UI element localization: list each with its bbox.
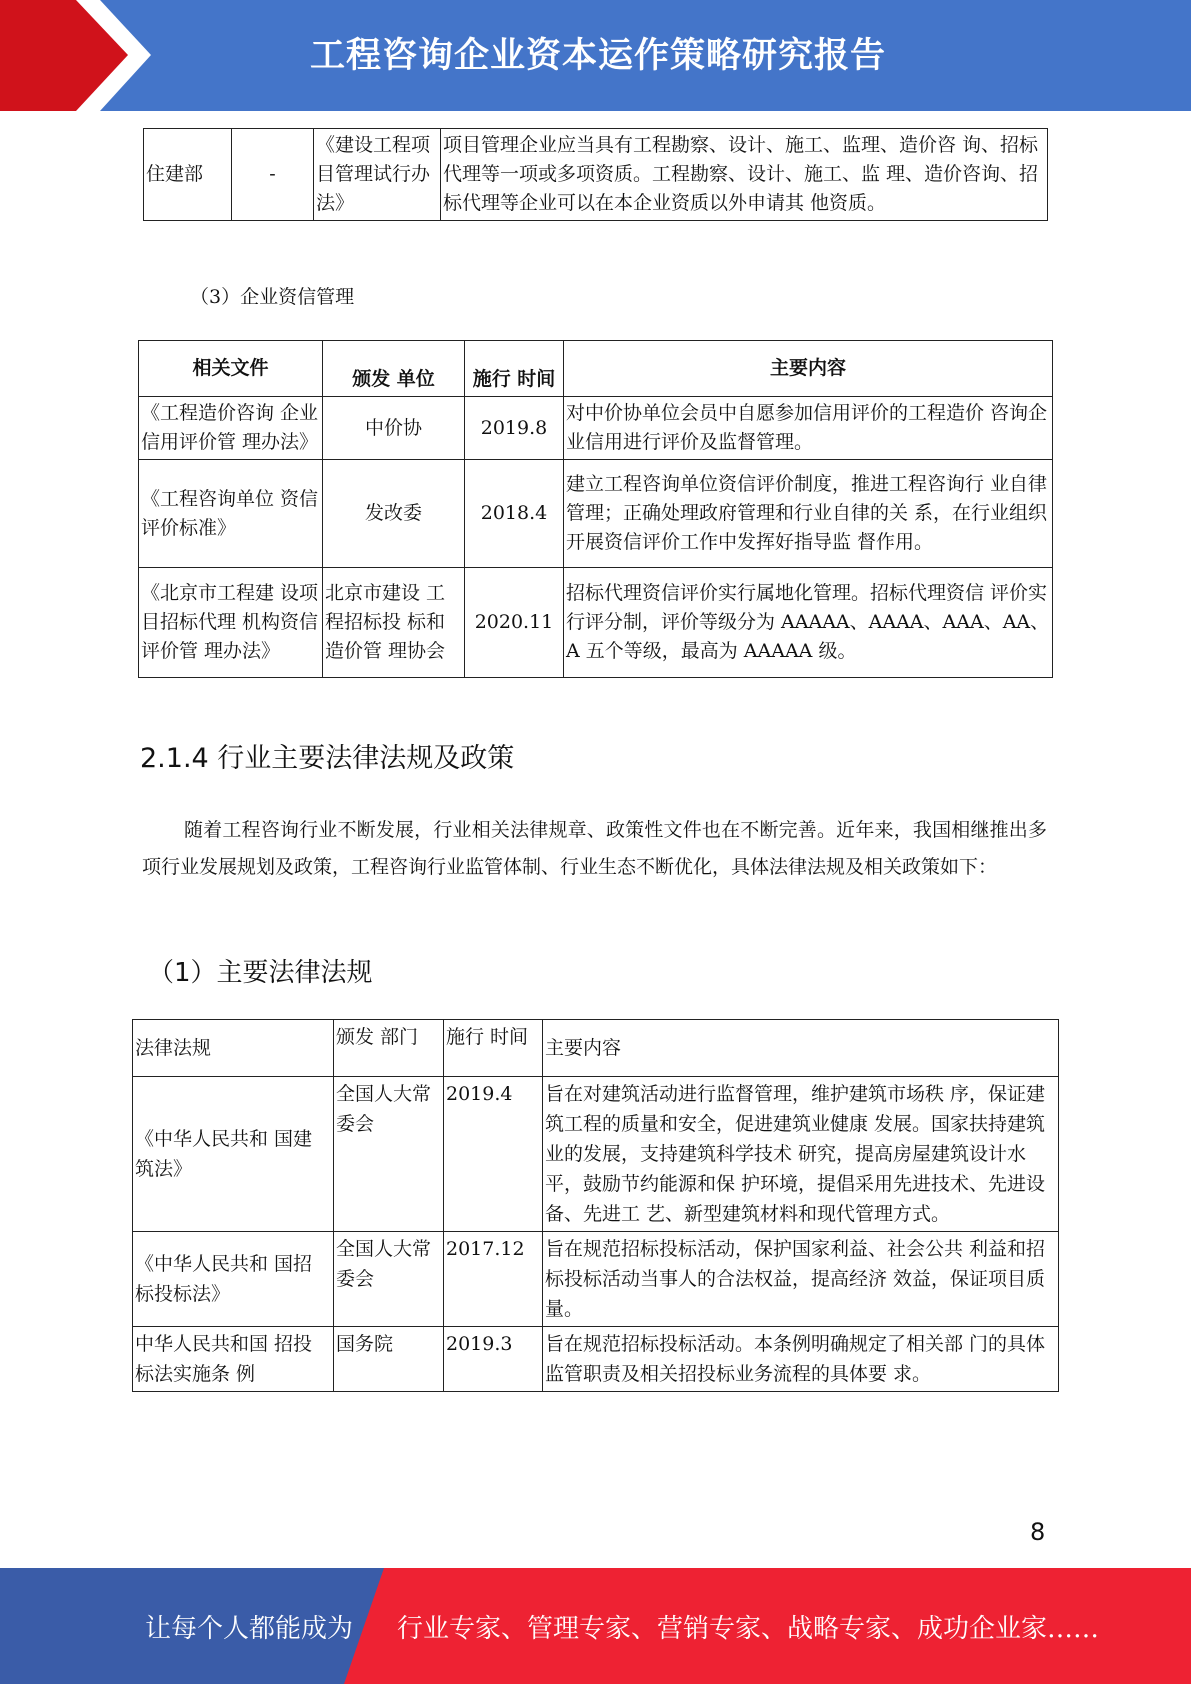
table-row bbox=[139, 397, 1053, 460]
page-footer bbox=[0, 1568, 1191, 1684]
sub-heading: （1）主要法律法规 bbox=[148, 958, 373, 988]
table-row bbox=[139, 568, 1053, 678]
table-cell-doc: 《工程咨询单位 资信评价标准》 bbox=[139, 460, 323, 568]
table-cell-unit: 中价协 bbox=[323, 397, 465, 460]
table-cell-law: 中华人民共和国 招投标法实施条 例 bbox=[133, 1327, 334, 1392]
header-date: 施行 时间 bbox=[444, 1020, 543, 1077]
section-heading: 2.1.4 行业主要法律法规及政策 bbox=[140, 743, 515, 774]
table-cell-dept: 住建部 bbox=[144, 129, 232, 221]
table-row bbox=[133, 1232, 1059, 1327]
table-cell-num: - bbox=[232, 129, 314, 221]
table-cell-date: 2019.8 bbox=[465, 397, 564, 460]
section-label-credit: （3）企业资信管理 bbox=[190, 286, 355, 308]
table-cell-content: 旨在规范招标投标活动。本条例明确规定了相关部 门的具体监管职责及相关招投标业务流程的具体要 求。 bbox=[543, 1327, 1059, 1392]
table-header-row bbox=[133, 1020, 1059, 1077]
table-cell-content: 旨在规范招标投标活动，保护国家利益、社会公共 利益和招标投标活动当事人的合法权益，提高经济 效益，保证项目质量。 bbox=[543, 1232, 1059, 1327]
laws-table bbox=[132, 1019, 1059, 1392]
table-row bbox=[133, 1327, 1059, 1392]
qualification-table bbox=[143, 128, 1048, 221]
page-header bbox=[0, 0, 1191, 111]
header-content: 主要内容 bbox=[564, 341, 1053, 397]
header-dept: 颁发 部门 bbox=[334, 1020, 444, 1077]
footer-slogan-left: 让每个人都能成为 bbox=[145, 1614, 354, 1644]
header-doc: 相关文件 bbox=[139, 341, 323, 397]
table-cell-dept: 全国人大常委会 bbox=[334, 1232, 444, 1327]
table-cell-content: 建立工程咨询单位资信评价制度，推进工程咨询行 业自律管理；正确处理政府管理和行业自律的关 系，在行业组织开展资信评价工作中发挥好指导监 督作用。 bbox=[564, 460, 1053, 568]
header-date: 施行 时间 bbox=[465, 341, 564, 397]
table-cell-unit: 发改委 bbox=[323, 460, 465, 568]
credit-management-table bbox=[138, 340, 1053, 678]
table-row bbox=[133, 1077, 1059, 1232]
table-row bbox=[139, 460, 1053, 568]
table-cell-content: 对中价协单位会员中自愿参加信用评价的工程造价 咨询企业信用进行评价及监督管理。 bbox=[564, 397, 1053, 460]
body-paragraph: 随着工程咨询行业不断发展，行业相关法律规章、政策性文件也在不断完善。近年来，我国相继推出多项行业发展规划及政策，工程咨询行业监管体制、行业生态不断优化，具体法律法规及相关政策如下： bbox=[142, 819, 1047, 878]
table-cell-unit: 北京市建设 工程招标投 标和造价管 理协会 bbox=[323, 568, 465, 678]
table-cell-content: 项目管理企业应当具有工程勘察、设计、施工、监理、造价咨 询、招标代理等一项或多项资质。工程勘察、设计、施工、监 理、造价咨询、招标代理等企业可以在本企业资质以外申请其 他资质。 bbox=[441, 129, 1048, 221]
table-cell-date: 2018.4 bbox=[465, 460, 564, 568]
table-cell-content: 旨在对建筑活动进行监督管理，维护建筑市场秩 序，保证建筑工程的质量和安全，促进建筑业健康 发展。国家扶持建筑业的发展，支持建筑科学技术 研究，提高房屋建筑设计水平，鼓励节约能源和保 护环境，提倡采用先进技术、先进设备、先进工 艺、新型建筑材料和现代管理方式。 bbox=[543, 1077, 1059, 1232]
table-header-row bbox=[139, 341, 1053, 397]
table-cell-date: 2020.11 bbox=[465, 568, 564, 678]
table-cell-dept: 全国人大常委会 bbox=[334, 1077, 444, 1232]
header-law: 法律法规 bbox=[133, 1020, 334, 1077]
table-cell-date: 2017.12 bbox=[444, 1232, 543, 1327]
report-title: 工程咨询企业资本运作策略研究报告 bbox=[310, 36, 887, 76]
table-cell-law: 《中华人民共和 国招标投标法》 bbox=[133, 1232, 334, 1327]
page-number: 8 bbox=[1030, 1518, 1046, 1546]
table-cell-date: 2019.4 bbox=[444, 1077, 543, 1232]
header-unit: 颁发 单位 bbox=[323, 341, 465, 397]
table-cell-doc: 《北京市工程建 设项目招标代理 机构资信评价管 理办法》 bbox=[139, 568, 323, 678]
table-cell-dept: 国务院 bbox=[334, 1327, 444, 1392]
header-content: 主要内容 bbox=[543, 1020, 1059, 1077]
table-cell-doc: 《建设工程项目管理试行办法》 bbox=[314, 129, 441, 221]
table-cell-content: 招标代理资信评价实行属地化管理。招标代理资信 评价实行评分制，评价等级分为 AAAAA、AAAA、AAA、AA、A 五个等级，最高为 AAAAA 级。 bbox=[564, 568, 1053, 678]
table-cell-doc: 《工程造价咨询 企业信用评价管 理办法》 bbox=[139, 397, 323, 460]
table-cell-law: 《中华人民共和 国建筑法》 bbox=[133, 1077, 334, 1232]
footer-slogan-right: 行业专家、管理专家、营销专家、战略专家、成功企业家…… bbox=[397, 1614, 1100, 1644]
table-row bbox=[144, 129, 1048, 221]
table-cell-date: 2019.3 bbox=[444, 1327, 543, 1392]
